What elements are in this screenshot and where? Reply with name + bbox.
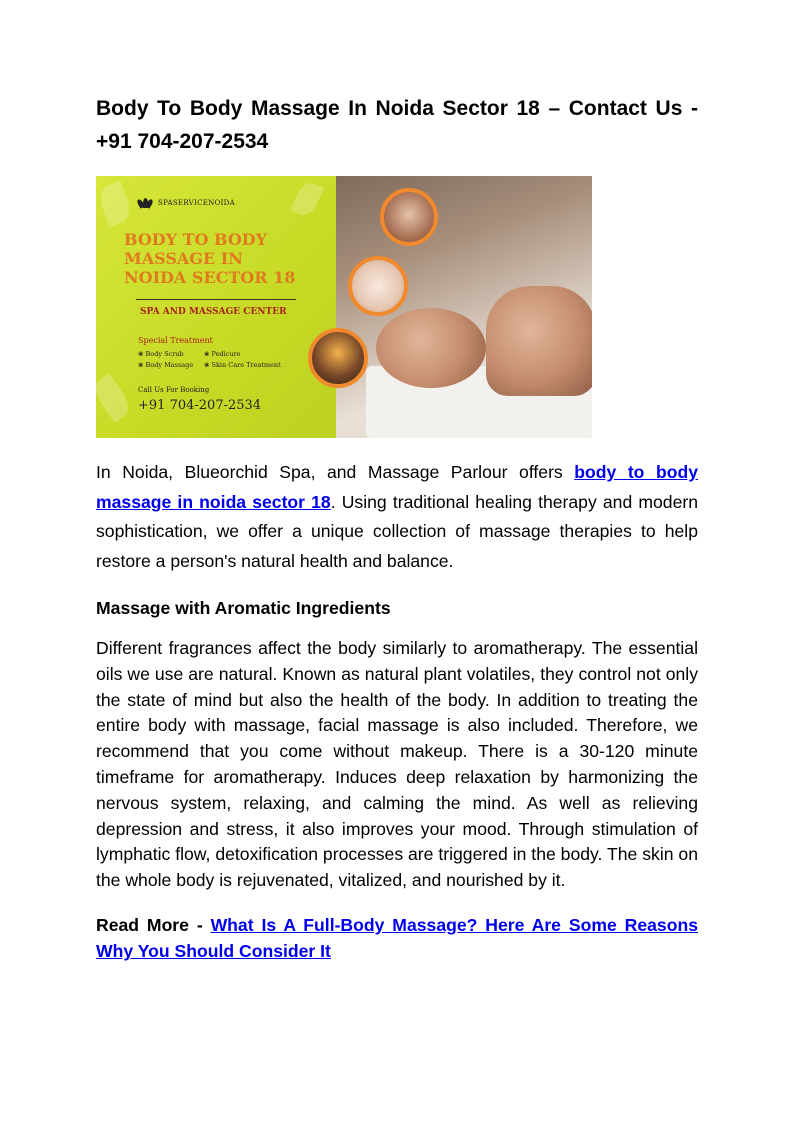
lotus-icon [138, 198, 152, 208]
document-page [96, 92, 698, 982]
page-title: Body To Body Massage In Noida Sector 18 – Contact Us - +91 704-207-2534 [96, 97, 698, 153]
banner-subheading: SPA AND MASSAGE CENTER [140, 307, 287, 317]
banner-divider [136, 299, 296, 300]
special-treatment-label: Special Treatment [138, 336, 213, 345]
hand-massage-circle-photo [348, 256, 408, 316]
promo-banner-image [96, 176, 592, 438]
person-back-shape [486, 286, 592, 396]
leaf-decoration [290, 179, 324, 219]
read-more-link[interactable]: What Is A Full-Body Massage? Here Are Some Reasons Why You Should Consider It [96, 914, 698, 961]
treatment-item: ❀ Body Massage [138, 361, 194, 369]
brand-logo [138, 198, 235, 208]
treatment-list [138, 350, 308, 369]
leaf-decoration [96, 181, 134, 227]
logo-text: SPASERVICENOIDA [158, 199, 235, 207]
treatment-item: ❀ Pedicure [204, 350, 241, 358]
section-heading: Massage with Aromatic Ingredients [96, 598, 391, 618]
person-head-shape [376, 308, 486, 388]
candles-circle-photo [308, 328, 368, 388]
body-to-body-massage-link[interactable]: body to body massage in noida sector 18 [96, 462, 698, 512]
treatment-item: ❀ Body Scrub [138, 350, 184, 358]
read-more-label: Read More - [96, 914, 211, 935]
treatment-item: ❀ Skin Care Treatment [204, 361, 281, 369]
call-booking-label: Call Us For Booking [138, 386, 210, 394]
aromatic-paragraph: Different fragrances affect the body similarly to aromatherapy. The essential oils we use are natural. Known as natural plant volatiles, they control not only the state of mind but also the health of the body. In addition to treating the entire body with massage, facial massage is also included. Therefore, we recommend that you come without makeup. There is a 30-120 minute timeframe for aromatherapy. Induces deep relaxation by harmonizing the nervous system, relaxing, and calming the mind. As well as relieving depression and stress, it also improves your mood. Through stimulation of lymphatic flow, detoxification processes are triggered in the body. The skin on the whole body is rejuvenated, vitalized, and nourished by it. [96, 638, 698, 891]
face-massage-circle-photo [380, 188, 438, 246]
leaf-decoration [96, 373, 134, 423]
intro-paragraph: In Noida, Blueorchid Spa, and Massage Parlour offers body to body massage in noida sector 18. Using traditional healing therapy and modern sophistication, we offer a unique collection of massage therapies to help restore a person's natural health and balance. [96, 462, 699, 571]
read-more [96, 912, 698, 964]
banner-headline: BODY TO BODY MASSAGE IN NOIDA SECTOR 18 [124, 230, 296, 287]
banner-phone: +91 704-207-2534 [138, 398, 262, 413]
